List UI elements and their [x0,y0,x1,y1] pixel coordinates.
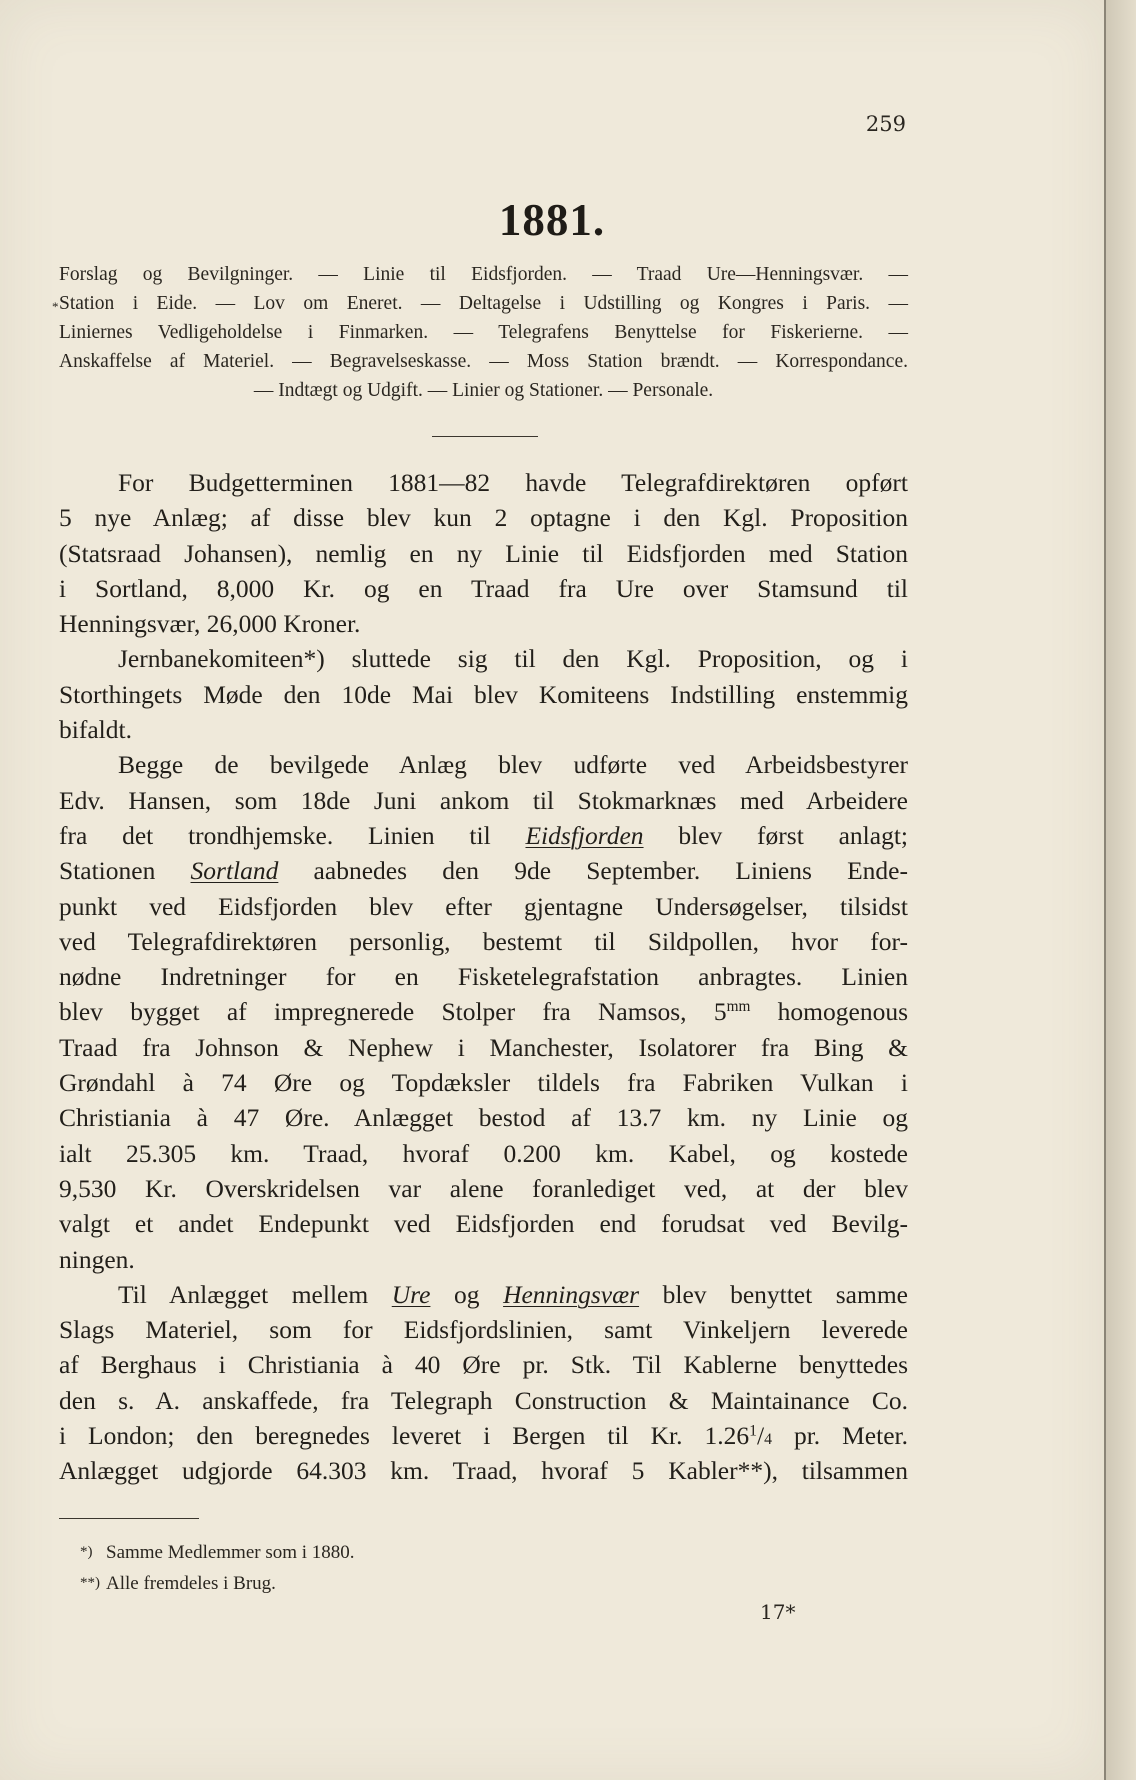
text-line [59,818,908,853]
place-name-italic: Ure [391,1279,431,1309]
text-line: punkt ved Eidsfjorden blev efter gjentagne Undersøgelser, tilsidst [59,891,908,921]
summary-line: — Indtægt og Udgift. — Linier og Stationer. — Personale. [253,380,714,401]
text-line: den s. A. anskaffede, fra Telegraph Construction & Maintainance Co. [59,1385,908,1415]
text-fragment: og [430,1279,504,1309]
text-fragment: aabnedes den 9de September. Liniens Ende- [278,856,908,886]
main-text [59,465,908,1489]
text-line: Grøndahl à 74 Øre og Topdæksler tildels fra Fabriken Vulkan i [59,1068,908,1098]
place-name-italic: Eidsfjorden [525,820,644,850]
summary-line: Forslag og Bevilgninger. — Linie til Eidsfjorden. — Traad Ure—Henningsvær. — [59,264,908,285]
footnote-mark: *) [80,1544,93,1560]
unit-superscript: mm [726,998,751,1016]
text-line: Henningsvær, 26,000 Kroner. [59,609,361,639]
text-line [59,1277,908,1312]
text-fragment: blev benyttet samme [639,1279,908,1309]
text-line: Jernbanekomiteen*) sluttede sig til den Kgl. Proposition, og i [118,644,908,674]
text-line: af Berghaus i Christiania à 40 Øre pr. Stk. Til Kablerne benyttedes [59,1350,908,1380]
footnote [80,1537,680,1568]
page-number: 259 [865,112,906,136]
text-line: For Budgetterminen 1881—82 havde Telegrafdirektøren opført [118,468,908,497]
text-fragment: homogenous [750,997,909,1027]
text-fragment: blev først anlagt; [643,820,908,850]
text-line [59,853,908,888]
footnote [80,1568,680,1599]
text-fragment: blev bygget af impregnerede Stolper fra Namsos, 5 [59,997,727,1027]
text-fragment: pr. Meter. [771,1421,908,1451]
text-line: 5 nye Anlæg; af disse blev kun 2 optagne i den Kgl. Proposition [59,503,908,533]
text-line: ved Telegrafdirektøren personlig, bestemt til Sildpollen, hvor for- [59,926,908,956]
text-fragment: fra det trondhjemske. Linien til [59,820,526,850]
text-line: (Statsraad Johansen), nemlig en ny Linie til Eidsfjorden med Station [59,538,908,568]
fraction-denominator: 4 [764,1431,772,1449]
summary-line: Anskaffelse af Materiel. — Begravelseskasse. — Moss Station brændt. — Korrespondance. [59,351,908,372]
text-line [59,994,908,1029]
place-name-italic: Henningsvær [503,1279,640,1309]
signature-mark: 17* [760,1600,796,1624]
text-line: Christiania à 47 Øre. Anlægget bestod af 13.7 km. ny Linie og [59,1103,908,1133]
fraction-numerator: 1 [749,1422,757,1440]
place-name-italic: Sortland [190,856,279,886]
footnote-text: Alle fremdeles i Brug. [106,1573,276,1594]
year-heading: 1881. [498,195,606,245]
fraction-slash: / [756,1421,765,1451]
chapter-summary [52,260,908,405]
text-line: nødne Indretninger for en Fisketelegrafstation anbragtes. Linien [59,962,908,992]
summary-star: * [52,299,59,314]
text-line: ialt 25.305 km. Traad, hvoraf 0.200 km. Kabel, og kostede [59,1138,908,1168]
text-line: i Sortland, 8,000 Kr. og en Traad fra Ure over Stamsund til [59,573,908,603]
footnotes [80,1537,680,1599]
text-line: 9,530 Kr. Overskridelsen var alene foranlediget ved, at der blev [59,1173,908,1203]
text-line: Edv. Hansen, som 18de Juni ankom til Stokmarknæs med Arbeidere [59,785,908,815]
text-line: Slags Materiel, som for Eidsfjordslinien, samt Vinkeljern leverede [59,1315,908,1345]
text-fragment: Stationen [59,856,191,886]
text-fragment: Til Anlægget mellem [118,1279,392,1309]
footnote-mark: **) [80,1575,100,1591]
summary-line-text: Station i Eide. — Lov om Eneret. — Deltagelse i Udstilling og Kongres i Paris. — [59,293,908,314]
footnote-divider [59,1518,199,1519]
text-line: bifaldt. [59,715,132,745]
section-divider [432,436,538,437]
text-line: Traad fra Johnson & Nephew i Manchester, Isolatorer fra Bing & [59,1032,908,1062]
summary-line: Liniernes Vedligeholdelse i Finmarken. — Telegrafens Benyttelse for Fiskerierne. — [59,322,908,343]
text-line: Anlægget udgjorde 64.303 km. Traad, hvoraf 5 Kabler**), tilsammen [59,1456,908,1486]
footnote-text: Samme Medlemmer som i 1880. [106,1542,355,1563]
text-fragment: i London; den beregnedes leveret i Bergen til Kr. 1.26 [59,1421,750,1451]
text-line: valgt et andet Endepunkt ved Eidsfjorden end forudsat ved Bevilg- [59,1209,908,1239]
text-line [59,1418,908,1453]
text-line: Begge de bevilgede Anlæg blev udførte ved Arbeidsbestyrer [118,750,908,780]
book-edge [1106,0,1136,1780]
text-line: Storthingets Møde den 10de Mai blev Komiteens Indstilling enstemmig [59,679,908,709]
text-line: ningen. [59,1244,135,1274]
summary-line [52,289,908,318]
